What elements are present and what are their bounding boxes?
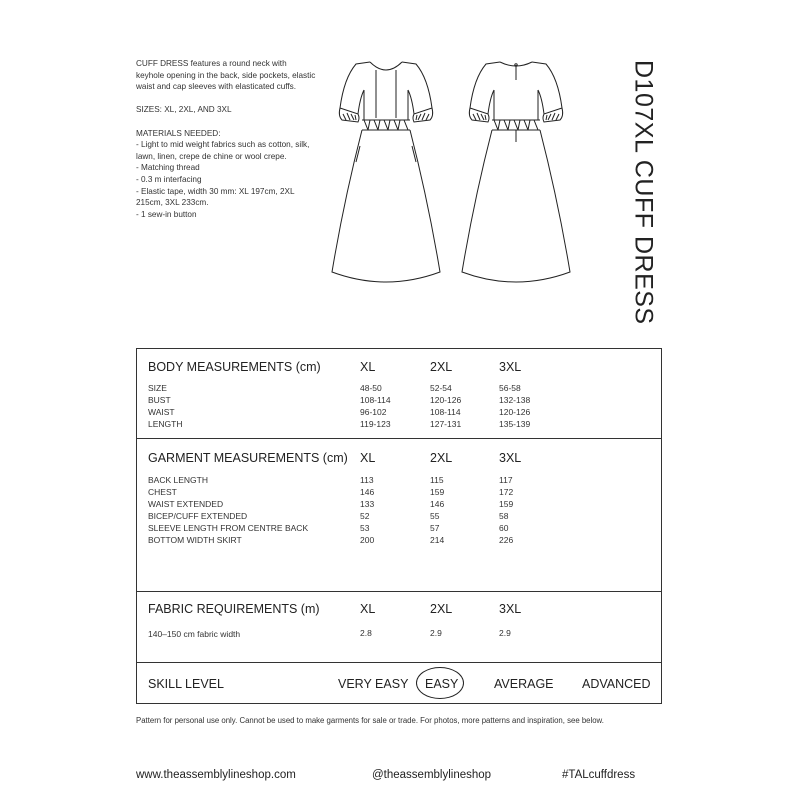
- row-value: 57: [430, 523, 440, 533]
- description: CUFF DRESS features a round neck with keyhole opening in the back, side pockets, elastic waist and cap sleeves with elasticated cuffs.: [136, 59, 316, 92]
- row-value: 132-138: [499, 395, 531, 405]
- row-value: 55: [430, 511, 440, 521]
- material-item: - 0.3 m interfacing: [136, 174, 202, 184]
- garment-measurements-title: GARMENT MEASUREMENTS (cm): [148, 451, 348, 465]
- row-value: 119-123: [360, 419, 391, 429]
- dress-sketches: [326, 50, 596, 295]
- body-measurements-title: BODY MEASUREMENTS (cm): [148, 360, 321, 374]
- row-value: 214: [430, 535, 445, 545]
- material-item: - 1 sew-in button: [136, 209, 197, 219]
- row-value: 120-126: [430, 395, 462, 405]
- fabric-requirements-title: FABRIC REQUIREMENTS (m): [148, 602, 320, 616]
- size-header: 3XL: [499, 451, 522, 465]
- size-header: 2XL: [430, 360, 453, 374]
- row-value: 53: [360, 523, 370, 533]
- row-label: BUST: [148, 395, 171, 405]
- row-value: 108-114: [430, 407, 461, 417]
- row-label: SLEEVE LENGTH FROM CENTRE BACK: [148, 523, 309, 533]
- row-value: 117: [499, 475, 513, 485]
- hashtag: #TALcuffdress: [562, 769, 636, 781]
- row-value: 172: [499, 487, 514, 497]
- size-header: XL: [360, 360, 376, 374]
- skill-average: AVERAGE: [494, 677, 554, 691]
- size-header: 3XL: [499, 602, 522, 616]
- skill-advanced: ADVANCED: [582, 677, 651, 691]
- row-label: SIZE: [148, 383, 167, 393]
- front-dress-sketch: [332, 62, 440, 282]
- materials-title: MATERIALS NEEDED:: [136, 128, 221, 138]
- row-value: 200: [360, 535, 375, 545]
- size-header: 2XL: [430, 602, 453, 616]
- row-value: 226: [499, 535, 514, 545]
- size-header: 2XL: [430, 451, 453, 465]
- measurements-table: [136, 348, 662, 704]
- skill-level-label: SKILL LEVEL: [148, 677, 224, 691]
- row-label: WAIST: [148, 407, 175, 417]
- size-header: XL: [360, 602, 376, 616]
- instagram-handle[interactable]: @theassemblylineshop: [372, 769, 492, 781]
- sizes-line: SIZES: XL, 2XL, AND 3XL: [136, 105, 232, 115]
- row-value: 2.9: [499, 628, 511, 638]
- row-value: 113: [360, 475, 374, 485]
- row-value: 108-114: [360, 395, 391, 405]
- row-label: BICEP/CUFF EXTENDED: [148, 511, 248, 521]
- row-label: BOTTOM WIDTH SKIRT: [148, 535, 242, 545]
- back-dress-sketch: [462, 62, 570, 282]
- row-label: 140–150 cm fabric width: [148, 629, 241, 639]
- row-value: 48-50: [360, 383, 382, 393]
- row-value: 159: [499, 499, 514, 509]
- row-value: 146: [430, 499, 445, 509]
- skill-easy: EASY: [425, 677, 459, 691]
- row-value: 133: [360, 499, 375, 509]
- row-label: WAIST EXTENDED: [148, 499, 224, 509]
- divider: [137, 662, 661, 663]
- size-header: 3XL: [499, 360, 522, 374]
- row-value: 52-54: [430, 383, 452, 393]
- size-header: XL: [360, 451, 376, 465]
- row-value: 120-126: [499, 407, 531, 417]
- materials-list: [136, 139, 316, 220]
- row-label: BACK LENGTH: [148, 475, 208, 485]
- row-value: 58: [499, 511, 509, 521]
- intro-text: [136, 58, 316, 220]
- pattern-title: [628, 60, 658, 325]
- row-value: 56-58: [499, 383, 521, 393]
- pattern-title-text: D107XL CUFF DRESS: [629, 60, 658, 325]
- divider: [137, 591, 661, 592]
- row-value: 159: [430, 487, 445, 497]
- material-item: - Elastic tape, width 30 mm: XL 197cm, 2XL 215cm, 3XL 233cm.: [136, 186, 295, 208]
- row-label: CHEST: [148, 487, 177, 497]
- usage-note: Pattern for personal use only. Cannot be used to make garments for sale or trade. For photos, more patterns and inspiration, see below.: [136, 716, 604, 725]
- row-value: 96-102: [360, 407, 387, 417]
- row-value: 135-139: [499, 419, 531, 429]
- row-value: 2.9: [430, 628, 442, 638]
- divider: [137, 438, 661, 439]
- website-link[interactable]: www.theassemblylineshop.com: [136, 769, 296, 781]
- row-label: LENGTH: [148, 419, 183, 429]
- material-item: - Light to mid weight fabrics such as cotton, silk, lawn, linen, crepe de chine or wool crepe.: [136, 140, 310, 161]
- row-value: 146: [360, 487, 375, 497]
- material-item: - Matching thread: [136, 163, 200, 173]
- row-value: 52: [360, 511, 370, 521]
- skill-very-easy: VERY EASY: [338, 677, 409, 691]
- row-value: 60: [499, 523, 509, 533]
- row-value: 115: [430, 475, 444, 485]
- row-value: 127-131: [430, 419, 462, 429]
- row-value: 2.8: [360, 628, 372, 638]
